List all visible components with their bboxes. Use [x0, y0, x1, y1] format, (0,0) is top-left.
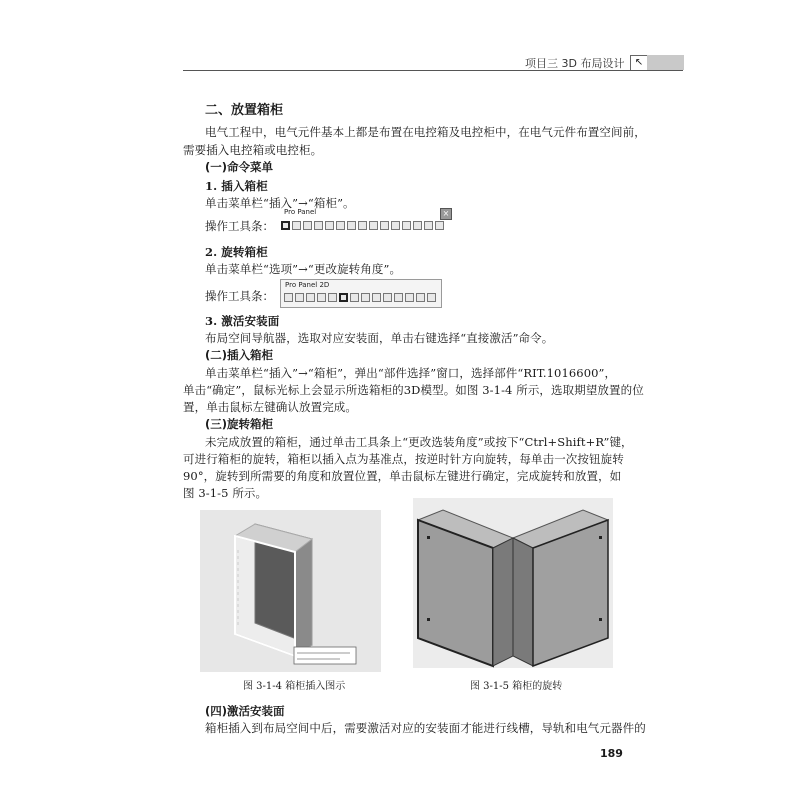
- sub3-line-1: 未完成放置的箱柜，通过单击工具条上“更改选装角度”或按下“Ctrl+Shift+R”键，: [205, 435, 633, 449]
- sub3-line-2: 可进行箱柜的旋转，箱柜以插入点为基准点，按逆时针方向旋转，每单击一次按钮旋转: [183, 452, 624, 466]
- item-3-text: 布局空间导航器，选取对应安装面，单击右键选择“直接激活”命令。: [205, 331, 554, 345]
- tool-icon[interactable]: [336, 221, 345, 230]
- toolbar-1-name: Pro Panel: [284, 208, 317, 216]
- tool-icon[interactable]: [295, 293, 304, 302]
- header-rule: [183, 70, 683, 71]
- toolbar-1: [281, 221, 444, 230]
- cursor-icon: ↖: [630, 55, 648, 71]
- sub3-line-4: 图 3-1-5 所示。: [183, 486, 268, 500]
- figure-insert-cabinet: [200, 510, 381, 672]
- item-3-title: 3. 激活安装面: [205, 314, 280, 328]
- subsection-title-2: (二)插入箱柜: [205, 348, 274, 362]
- sub2-line-3: 置，单击鼠标左键确认放置完成。: [183, 400, 357, 414]
- toolbar-label-2: 操作工具条：: [205, 289, 274, 303]
- toolbar-2-name: Pro Panel 2D: [285, 281, 330, 289]
- intro-line-2: 需要插入电控箱或电控柜。: [183, 143, 323, 157]
- tool-icon[interactable]: [416, 293, 425, 302]
- item-2-text: 单击菜单栏“选项”→“更改旋转角度”。: [205, 262, 402, 276]
- tool-icon[interactable]: [369, 221, 378, 230]
- tool-icon[interactable]: [317, 293, 326, 302]
- tool-icon[interactable]: [391, 221, 400, 230]
- sub2-line-2: 单击“确定”，鼠标光标上会显示所选箱柜的3D模型。如图 3-1-4 所示，选取期望放置的位: [183, 383, 644, 397]
- tool-icon[interactable]: [347, 221, 356, 230]
- item-2-title: 2. 旋转箱柜: [205, 245, 268, 259]
- sub4-line-1: 箱柜插入到布局空间中后，需要激活对应的安装面才能进行线槽，导轨和电气元器件的: [205, 721, 646, 735]
- page-number: 189: [600, 747, 623, 760]
- item-1-text: 单击菜单栏“插入”→“箱柜”。: [205, 196, 355, 210]
- tool-icon[interactable]: [383, 293, 392, 302]
- toolbar-2: [284, 293, 436, 302]
- tool-icon[interactable]: [413, 221, 422, 230]
- subsection-title-4: (四)激活安装面: [205, 704, 285, 718]
- tool-icon[interactable]: [358, 221, 367, 230]
- figure-1-caption: 图 3-1-4 箱柜插入图示: [243, 681, 346, 692]
- toolbar-close-icon[interactable]: ×: [440, 208, 452, 220]
- toolbar-2-window: [280, 279, 442, 308]
- tool-icon[interactable]: [394, 293, 403, 302]
- tool-icon[interactable]: [306, 293, 315, 302]
- tool-icon[interactable]: [361, 293, 370, 302]
- toolbar-label-1: 操作工具条：: [205, 219, 274, 233]
- running-header-title: 项目三 3D 布局设计: [525, 57, 625, 70]
- tool-icon[interactable]: [350, 293, 359, 302]
- tool-icon[interactable]: [402, 221, 411, 230]
- tool-icon[interactable]: [303, 221, 312, 230]
- insert-cabinet-icon[interactable]: [281, 221, 290, 230]
- subsection-title-1: (一)命令菜单: [205, 160, 274, 174]
- tool-icon[interactable]: [328, 293, 337, 302]
- tool-icon[interactable]: [405, 293, 414, 302]
- tool-icon[interactable]: [314, 221, 323, 230]
- header-gray-tab: [647, 55, 684, 70]
- tool-icon[interactable]: [380, 221, 389, 230]
- subsection-title-3: (三)旋转箱柜: [205, 417, 274, 431]
- tool-icon[interactable]: [284, 293, 293, 302]
- item-1-title: 1. 插入箱柜: [205, 179, 268, 193]
- figure-rotate-cabinet: [413, 498, 613, 668]
- figure-2-caption: 图 3-1-5 箱柜的旋转: [470, 681, 563, 692]
- tool-icon[interactable]: [427, 293, 436, 302]
- section-title: 二、放置箱柜: [205, 103, 284, 118]
- sub2-line-1: 单击菜单栏“插入”→“箱柜”，弹出“部件选择”窗口，选择部件“RIT.1016600”，: [205, 366, 617, 380]
- intro-line-1: 电气工程中，电气元件基本上都是布置在电控箱及电控柜中，在电气元件布置空间前，: [205, 125, 646, 139]
- tool-icon[interactable]: [325, 221, 334, 230]
- tool-icon[interactable]: [372, 293, 381, 302]
- rotate-cabinet-icon[interactable]: [339, 293, 348, 302]
- tool-icon[interactable]: [424, 221, 433, 230]
- tool-icon[interactable]: [435, 221, 444, 230]
- sub3-line-3: 90°，旋转到所需要的角度和放置位置，单击鼠标左键进行确定，完成旋转和放置，如: [183, 469, 622, 483]
- tool-icon[interactable]: [292, 221, 301, 230]
